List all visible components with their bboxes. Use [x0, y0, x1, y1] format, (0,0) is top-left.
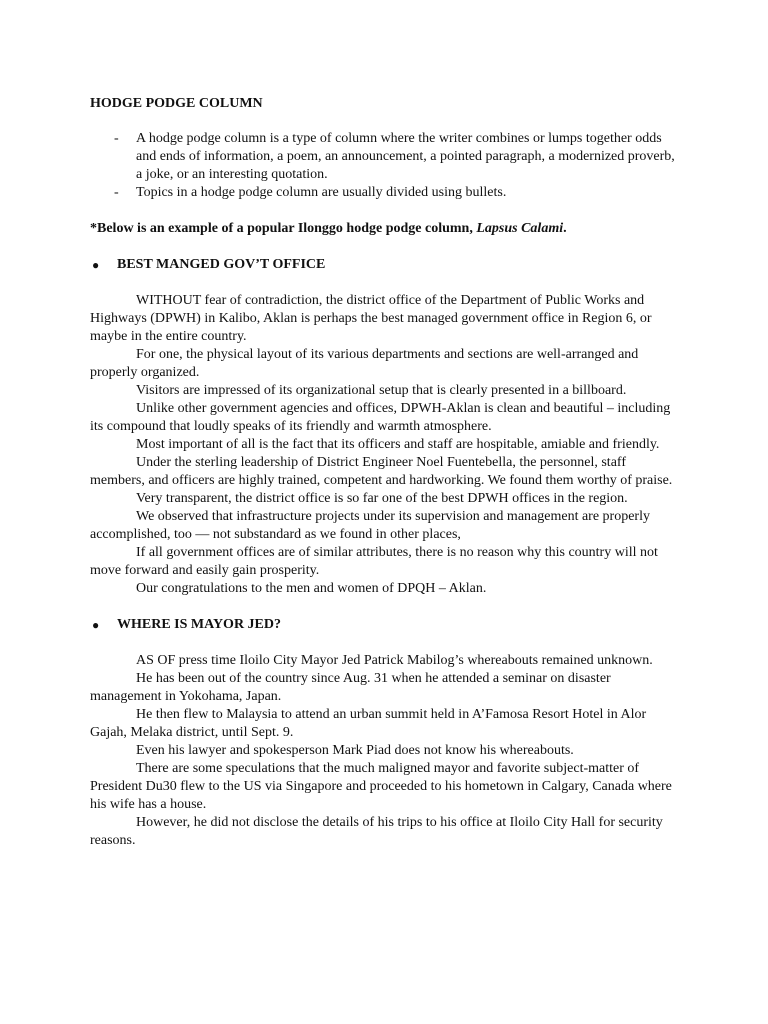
paragraph: AS OF press time Iloilo City Mayor Jed Patrick Mabilog’s whereabouts remained unknown. — [136, 653, 653, 668]
paragraph: For one, the physical layout of its various departments and sections are well-arranged and properly organized. — [90, 347, 639, 380]
bullet-icon: ● — [92, 258, 100, 272]
paragraph: However, he did not disclose the details of his trips to his office at Iloilo City Hall for security reasons. — [90, 815, 663, 848]
paragraph: Our congratulations to the men and women of DPQH – Aklan. — [136, 581, 487, 596]
intro-item: - A hodge podge column is a type of column where the writer combines or lumps together odds and ends of information, a poem, an announcement, a pointed paragraph, a modernized proverb, a joke, or an interesting quotation. — [90, 130, 678, 184]
paragraph: Most important of all is the fact that its officers and staff are hospitable, amiable and friendly. — [136, 437, 660, 452]
document-title: HODGE PODGE COLUMN — [90, 96, 263, 111]
section-heading — [90, 616, 678, 634]
section-heading-text: BEST MANGED GOV’T OFFICE — [117, 257, 326, 272]
paragraph: He then flew to Malaysia to attend an urban summit held in A’Famosa Resort Hotel in Alor Gajah, Melaka district, until Sept. 9. — [90, 707, 647, 740]
example-column-name: Lapsus Calami — [476, 221, 564, 236]
intro-list — [90, 130, 678, 202]
section-mayor-jed — [90, 616, 678, 850]
example-text: *Below is an example of a popular Ilonggo hodge podge column, — [90, 221, 477, 236]
paragraph: Under the sterling leadership of District Engineer Noel Fuentebella, the personnel, staff members, and officers are highly trained, competent and hardworking. We found them worthy of praise. — [90, 455, 673, 488]
example-end: . — [563, 221, 567, 236]
intro-item: - Topics in a hodge podge column are usually divided using bullets. — [90, 184, 678, 202]
example-line — [90, 220, 678, 238]
bullet-icon: ● — [92, 618, 100, 632]
section-heading-text: WHERE IS MAYOR JED? — [117, 617, 282, 632]
section-heading — [90, 256, 678, 274]
paragraph: WITHOUT fear of contradiction, the district office of the Department of Public Works and Highways (DPWH) in Kalibo, Aklan is perhaps the best managed government office in Region 6, or maybe in the entire country. — [90, 293, 652, 344]
paragraph: There are some speculations that the much maligned mayor and favorite subject-matter of President Du30 flew to the US via Singapore and proceeded to his hometown in Calgary, Canada where his wife has a house. — [90, 761, 672, 812]
paragraph: Very transparent, the district office is so far one of the best DPWH offices in the region. — [136, 491, 628, 506]
paragraph: Even his lawyer and spokesperson Mark Piad does not know his whereabouts. — [136, 743, 574, 758]
paragraph: If all government offices are of similar attributes, there is no reason why this country will not move forward and easily gain prosperity. — [90, 545, 658, 578]
paragraph: Unlike other government agencies and offices, DPWH-Aklan is clean and beautiful – including its compound that loudly speaks of its friendly and warmth atmosphere. — [90, 401, 671, 434]
paragraph: Visitors are impressed of its organizational setup that is clearly presented in a billboard. — [136, 383, 627, 398]
paragraph: He has been out of the country since Aug. 31 when he attended a seminar on disaster management in Yokohama, Japan. — [90, 671, 611, 704]
section-best-managed — [90, 256, 678, 598]
paragraph: We observed that infrastructure projects under its supervision and management are properly accomplished, too — not substandard as we found in other places, — [90, 509, 650, 542]
